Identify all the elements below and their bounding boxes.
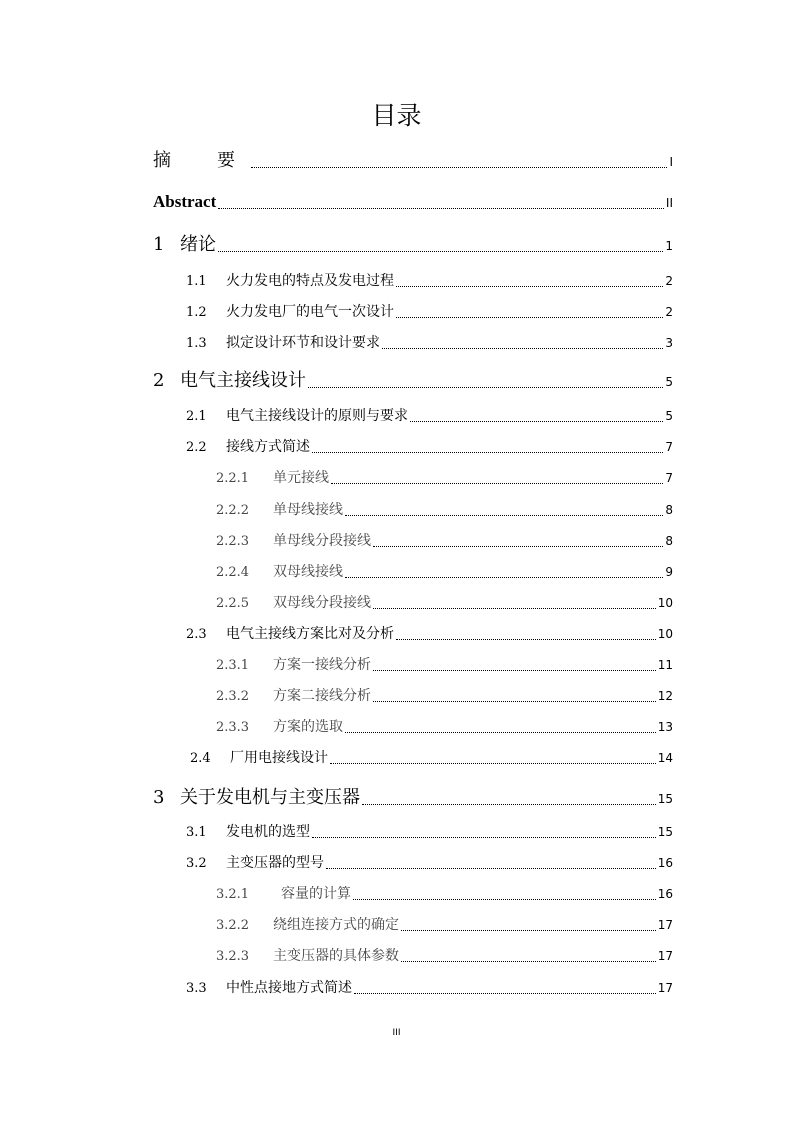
toc-entry-abstract-cn[interactable] bbox=[153, 146, 673, 172]
toc-leader-dots bbox=[353, 885, 656, 900]
toc-entry-text: 主变压器的型号 bbox=[226, 855, 324, 871]
toc-entry-text: 中性点接地方式简述 bbox=[226, 980, 352, 996]
toc-entry-text: 单母线分段接线 bbox=[273, 533, 371, 549]
toc-entry-page: 17 bbox=[657, 918, 673, 932]
toc-entry-number: 1.1 bbox=[186, 274, 207, 289]
toc-entry-text: 方案二接线分析 bbox=[273, 688, 371, 704]
toc-entry-number: 2.2 bbox=[186, 440, 207, 455]
toc-entry-number: 1.2 bbox=[186, 305, 207, 320]
toc-leader-dots bbox=[396, 272, 663, 287]
toc-entry-1-3[interactable] bbox=[186, 332, 673, 352]
toc-entry-text: 电气主接线设计的原则与要求 bbox=[226, 408, 408, 424]
toc-leader-dots bbox=[330, 749, 656, 764]
toc-entry-number: 2.1 bbox=[186, 409, 207, 424]
toc-entry-number: 3 bbox=[153, 787, 165, 808]
toc-entry-number: 2.2.3 bbox=[216, 534, 250, 549]
toc-entry-number: 2.2.2 bbox=[216, 503, 250, 518]
toc-leader-dots bbox=[373, 594, 656, 609]
toc-leader-dots bbox=[312, 438, 663, 453]
toc-entry-2-2-4[interactable] bbox=[216, 561, 673, 581]
toc-entry-number: 2.3 bbox=[186, 627, 207, 642]
toc-leader-dots bbox=[382, 334, 663, 349]
toc-entry-page: 11 bbox=[657, 658, 673, 672]
toc-entry-text: 发电机的选型 bbox=[226, 824, 310, 840]
toc-entry-2-4[interactable] bbox=[190, 747, 673, 767]
toc-entry-page: 12 bbox=[657, 689, 673, 703]
toc-entry-page: 14 bbox=[657, 751, 673, 765]
toc-entry-number: 3.1 bbox=[186, 825, 207, 840]
toc-entry-3-2-2[interactable] bbox=[216, 914, 673, 934]
toc-entry-number: 1 bbox=[153, 234, 165, 255]
toc-leader-dots bbox=[218, 190, 664, 209]
toc-leader-dots bbox=[410, 407, 663, 422]
toc-entry-text: 绕组连接方式的确定 bbox=[273, 917, 399, 933]
toc-leader-dots bbox=[396, 303, 663, 318]
toc-entry-2-3[interactable] bbox=[186, 623, 673, 643]
toc-entry-text: 关于发电机与主变压器 bbox=[180, 787, 360, 808]
toc-entry-number: 3.2 bbox=[186, 856, 207, 871]
toc-entry-text: 双母线分段接线 bbox=[273, 595, 371, 611]
toc-entry-number: 3.2.3 bbox=[216, 949, 250, 964]
toc-entry-text: 厂用电接线设计 bbox=[230, 750, 328, 766]
toc-leader-dots bbox=[401, 916, 656, 931]
toc-entry-page: 15 bbox=[657, 825, 673, 839]
toc-entry-chapter-1[interactable] bbox=[153, 230, 673, 256]
toc-leader-dots bbox=[373, 687, 656, 702]
toc-entry-page: 5 bbox=[665, 409, 673, 423]
toc-leader-dots bbox=[345, 501, 663, 516]
toc-entry-number: 2.2.5 bbox=[216, 596, 250, 611]
toc-entry-text: 火力发电厂的电气一次设计 bbox=[226, 304, 394, 320]
toc-entry-text: 单元接线 bbox=[273, 470, 329, 486]
toc-leader-dots bbox=[218, 233, 663, 252]
toc-leader-dots bbox=[331, 469, 663, 484]
toc-entry-page: 5 bbox=[665, 375, 673, 389]
toc-entry-page: 7 bbox=[665, 440, 673, 454]
toc-entry-2-2-2[interactable] bbox=[216, 499, 673, 519]
toc-leader-dots bbox=[251, 149, 667, 168]
toc-leader-dots bbox=[326, 854, 656, 869]
toc-entry-2-3-1[interactable] bbox=[216, 654, 673, 674]
toc-entry-page: 8 bbox=[665, 503, 673, 517]
toc-entry-2-3-3[interactable] bbox=[216, 716, 673, 736]
toc-entry-chapter-3[interactable] bbox=[153, 783, 673, 809]
toc-entry-text: 接线方式简述 bbox=[226, 439, 310, 455]
toc-entry-1-1[interactable] bbox=[186, 270, 673, 290]
toc-entry-2-1[interactable] bbox=[186, 405, 673, 425]
page-title: 目录 bbox=[371, 101, 422, 130]
toc-entry-page: 1 bbox=[665, 239, 673, 253]
toc-entry-text: Abstract bbox=[153, 192, 217, 211]
toc-entry-page: 2 bbox=[665, 274, 673, 288]
toc-entry-text: 电气主接线设计 bbox=[180, 370, 306, 391]
toc-leader-dots bbox=[354, 979, 656, 994]
toc-entry-text: 摘 要 bbox=[153, 150, 249, 171]
toc-entry-chapter-2[interactable] bbox=[153, 366, 673, 392]
toc-entry-page: 16 bbox=[657, 856, 673, 870]
toc-entry-number: 2.4 bbox=[190, 751, 211, 766]
toc-entry-text: 主变压器的具体参数 bbox=[273, 948, 399, 964]
toc-entry-text: 容量的计算 bbox=[281, 886, 351, 902]
toc-entry-page: 7 bbox=[665, 471, 673, 485]
toc-entry-text: 拟定设计环节和设计要求 bbox=[226, 335, 380, 351]
toc-entry-3-2-1[interactable] bbox=[216, 883, 673, 903]
toc-entry-page: 2 bbox=[665, 305, 673, 319]
toc-entry-2-2-5[interactable] bbox=[216, 592, 673, 612]
toc-entry-2-2[interactable] bbox=[186, 436, 673, 456]
toc-entry-page: 9 bbox=[665, 565, 673, 579]
page-number: III bbox=[392, 1028, 401, 1038]
toc-entry-page: 16 bbox=[657, 887, 673, 901]
toc-entry-page: I bbox=[669, 155, 673, 169]
toc-entry-2-2-1[interactable] bbox=[216, 467, 673, 487]
toc-entry-page: 10 bbox=[657, 596, 673, 610]
toc-entry-2-2-3[interactable] bbox=[216, 530, 673, 550]
toc-entry-page: 8 bbox=[665, 534, 673, 548]
toc-entry-number: 3.2.1 bbox=[216, 887, 250, 902]
toc-leader-dots bbox=[373, 532, 663, 547]
toc-entry-number: 2.3.1 bbox=[216, 658, 250, 673]
toc-entry-number: 3.3 bbox=[186, 981, 207, 996]
toc-entry-page: 10 bbox=[657, 627, 673, 641]
toc-entry-text: 火力发电的特点及发电过程 bbox=[226, 273, 394, 289]
toc-entry-2-3-2[interactable] bbox=[216, 685, 673, 705]
toc-entry-1-2[interactable] bbox=[186, 301, 673, 321]
toc-entry-page: 13 bbox=[657, 720, 673, 734]
toc-entry-number: 1.3 bbox=[186, 336, 207, 351]
toc-leader-dots bbox=[345, 563, 663, 578]
toc-entry-page: 3 bbox=[665, 336, 673, 350]
toc-leader-dots bbox=[362, 786, 656, 805]
toc-leader-dots bbox=[396, 625, 656, 640]
toc-entry-number: 3.2.2 bbox=[216, 918, 250, 933]
toc-entry-page: 17 bbox=[657, 981, 673, 995]
toc-leader-dots bbox=[308, 369, 663, 388]
toc-entry-text: 双母线接线 bbox=[273, 564, 343, 580]
toc-entry-3-1[interactable] bbox=[186, 821, 673, 841]
toc-entry-text: 方案的选取 bbox=[273, 719, 343, 735]
toc-entry-abstract-en[interactable] bbox=[153, 188, 673, 212]
toc-entry-number: 2.3.3 bbox=[216, 720, 250, 735]
toc-entry-3-3[interactable] bbox=[186, 977, 673, 997]
toc-entry-3-2[interactable] bbox=[186, 852, 673, 872]
toc-entry-number: 2.2.4 bbox=[216, 565, 250, 580]
toc-leader-dots bbox=[373, 656, 656, 671]
toc-entry-number: 2.2.1 bbox=[216, 471, 250, 486]
toc-leader-dots bbox=[401, 947, 656, 962]
toc-entry-3-2-3[interactable] bbox=[216, 945, 673, 965]
toc-entry-number: 2 bbox=[153, 370, 165, 391]
toc-entry-page: II bbox=[665, 196, 673, 210]
toc-leader-dots bbox=[312, 823, 656, 838]
toc-entry-text: 单母线接线 bbox=[273, 502, 343, 518]
toc-entry-text: 绪论 bbox=[180, 234, 216, 255]
toc-entry-number: 2.3.2 bbox=[216, 689, 250, 704]
toc-entry-page: 17 bbox=[657, 949, 673, 963]
toc-entry-text: 电气主接线方案比对及分析 bbox=[226, 626, 394, 642]
toc-entry-text: 方案一接线分析 bbox=[273, 657, 371, 673]
toc-leader-dots bbox=[345, 718, 656, 733]
toc-entry-page: 15 bbox=[657, 792, 673, 806]
